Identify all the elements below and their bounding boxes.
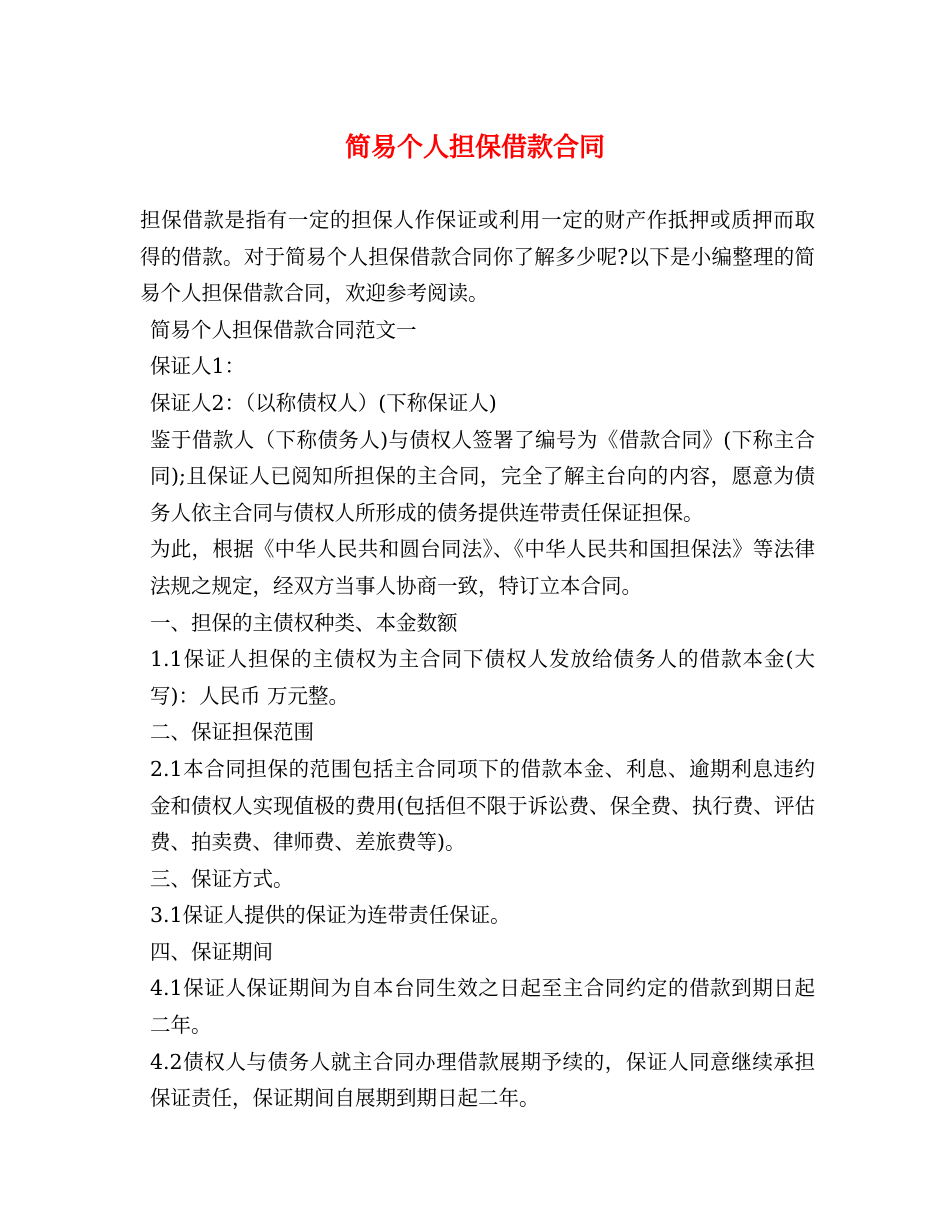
section-2-heading: 二、保证担保范围 — [150, 720, 314, 745]
clause-3-1: 3.1保证人提供的保证为连带责任保证。 — [150, 903, 511, 928]
clause-2-1: 2.1本合同担保的范围包括主合同项下的借款本金、利息、逾期利息违约金和债权人实现值极的费用(包括但不限于诉讼费、保全费、执行费、评估费、拍卖费、律师费、差旅费等)。 — [150, 756, 815, 855]
guarantor-1-line: 保证人1： — [150, 354, 246, 379]
legal-basis-paragraph: 为此，根据《中华人民共和圆台同法》、《中华人民共和国担保法》等法律法规之规定，经双方当事人协商一致，特订立本合同。 — [150, 537, 815, 598]
section-4-heading: 四、保证期间 — [150, 939, 273, 964]
clause-1-1: 1.1保证人担保的主债权为主合同下债权人发放给债务人的借款本金(大写)：人民币 万元整。 — [150, 647, 815, 708]
whereas-paragraph: 鉴于借款人（下称债务人)与债权人签署了编号为《借款合同》(下称主合同);且保证人已阅知所担保的主合同，完全了解主台向的内容，愿意为债务人依主合同与债权人所形成的债务提供连带责任保证担保。 — [150, 427, 815, 525]
document-title: 简易个人担保借款合同 — [344, 133, 605, 163]
sample-heading: 简易个人担保借款合同范文一 — [150, 317, 417, 342]
document-body — [140, 202, 815, 1117]
guarantor-2-line: 保证人2：（以称债权人）(下称保证人) — [150, 390, 497, 415]
section-3-heading: 三、保证方式。 — [150, 866, 294, 891]
clause-4-1: 4.1保证人保证期间为自本台同生效之日起至主合同约定的借款到期日起二年。 — [150, 976, 815, 1038]
intro-paragraph: 担保借款是指有一定的担保人作保证或利用一定的财产作抵押或质押而取得的借款。对于简易个人担保借款合同你了解多少呢?以下是小编整理的简易个人担保借款合同，欢迎参考阅读。 — [140, 208, 815, 306]
section-1-heading: 一、担保的主债权种类、本金数额 — [150, 610, 458, 635]
clause-4-2: 4.2债权人与债务人就主合同办理借款展期予续的，保证人同意继续承担保证责任，保证期间自展期到期日起二年。 — [150, 1049, 815, 1111]
